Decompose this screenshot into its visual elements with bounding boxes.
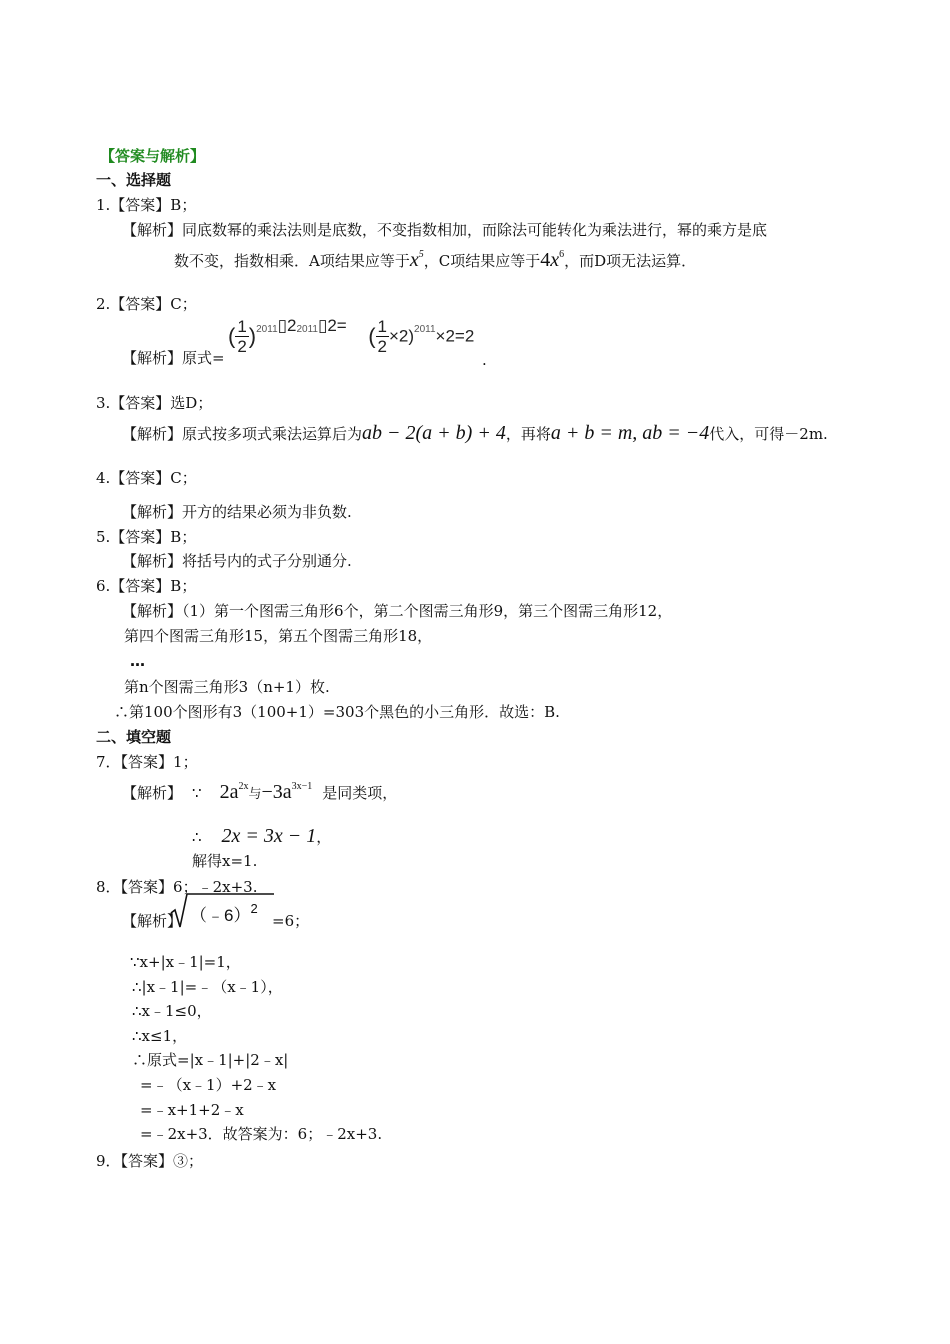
q8-sqrt-result: =6；: [272, 912, 310, 930]
q7-explanation-line1: 【解析】 ∵ $2a^{2x}$与$-3a^{3x-1}$ 是同类项，: [122, 781, 398, 803]
q7-result: 解得x=1.: [192, 852, 258, 870]
q6-explanation-line4: ∴第100个图形有3（100+1）=303个黑色的小三角形．故选：B.: [114, 703, 560, 721]
q3-math-substitution: a + b = m, ab = −4: [550, 422, 710, 444]
q5-explanation: 【解析】将括号内的式子分别通分.: [122, 552, 352, 570]
q1-explanation-line1: 【解析】同底数幂的乘法法则是底数，不变指数相加，而除法可能转化为乘法进行，幂的乘方是底: [122, 221, 768, 239]
q4-explanation: 【解析】开方的结果必须为非负数.: [122, 503, 352, 521]
q1-math-x5: $x^5$: [409, 249, 424, 271]
q6-answer: 6.【答案】B；: [96, 577, 197, 595]
q1-answer: 1.【答案】B；: [96, 196, 197, 214]
q3-math-expression: ab − 2(a + b) + 4: [362, 422, 506, 444]
therefore-symbol: ∴: [192, 828, 202, 846]
q9-answer: 9．【答案】③；: [96, 1152, 204, 1170]
section-heading-fill-in: 二、填空题: [96, 728, 172, 746]
section-title: 【答案与解析】: [100, 147, 206, 165]
section-heading-multiple-choice: 一、选择题: [96, 171, 172, 189]
q2-answer: 2.【答案】C；: [96, 295, 197, 313]
q2-fraction-2: $\frac{1}{2}$: [377, 317, 387, 357]
q2-formula: ( $\frac{1}{2}$ )$^{2011}▯2^{2011}▯2=$ ( $\frac{1}{2}$ ×2)$^{2011}$×2=2: [228, 316, 475, 357]
q7-term-1: $2a^{2x}$: [219, 781, 249, 803]
q8-step-4: ∴x≤1，: [132, 1027, 188, 1045]
q6-ellipsis: …: [130, 652, 145, 670]
q4-answer: 4.【答案】C；: [96, 469, 197, 487]
q8-step-8: =﹣2x+3．故答案为：6；﹣2x+3.: [140, 1125, 383, 1143]
q8-answer: 8．【答案】6；﹣2x+3.: [96, 878, 258, 896]
q8-step-6: =﹣（x﹣1）+2﹣x: [140, 1076, 277, 1094]
q8-step-2: ∴|x﹣1|=﹣（x﹣1），: [132, 978, 283, 996]
q5-answer: 5.【答案】B；: [96, 528, 197, 546]
q7-equation: 2x = 3x − 1: [221, 825, 317, 847]
q7-explanation-line2: ∴ 2x = 3x − 1，: [192, 825, 332, 847]
q1-math-4x6: $4x^6$: [540, 249, 565, 271]
q8-explanation-label: 【解析】: [122, 912, 183, 930]
q8-radicand: （﹣6）$^2$: [190, 901, 258, 925]
q1-explanation-line2: [174, 250, 696, 271]
q8-step-1: ∵x+|x﹣1|=1，: [130, 953, 241, 971]
q1-exp-text-c: ，而D项无法运算．: [564, 252, 697, 270]
q6-explanation-line3: 第n个图需三角形3（n+1）枚.: [124, 678, 330, 696]
q3-answer: 3.【答案】选D；: [96, 394, 213, 412]
q8-step-5: ∴原式=|x﹣1|+|2﹣x|: [132, 1051, 289, 1069]
q8-step-3: ∴x﹣1≤0，: [132, 1002, 212, 1020]
q1-exp-text-b: ，C项结果应等于: [423, 252, 541, 270]
q7-answer: 7．【答案】1；: [96, 753, 198, 771]
q2-fraction-1: $\frac{1}{2}$: [237, 317, 247, 357]
q8-sqrt: [170, 893, 274, 929]
q6-explanation-line2: 第四个图需三角形15，第五个图需三角形18，: [124, 627, 433, 645]
q2-explanation-label: 【解析】原式=: [122, 349, 225, 367]
because-symbol: ∵: [192, 784, 202, 802]
q3-explanation: 【解析】原式按多项式乘法运算后为ab − 2(a + b) + 4，再将a + b = m, ab = −4代入，可得－2m.: [122, 422, 828, 444]
q2-period: .: [482, 351, 487, 369]
q6-explanation-line1: 【解析】（1）第一个图需三角形6个，第二个图需三角形9，第三个图需三角形12，: [122, 602, 673, 620]
q8-step-7: =﹣x+1+2﹣x: [140, 1101, 244, 1119]
q7-term-2: $-3a^{3x-1}$: [261, 781, 313, 803]
q1-exp-text-a: 数不变，指数相乘．A项结果应等于: [174, 252, 410, 270]
